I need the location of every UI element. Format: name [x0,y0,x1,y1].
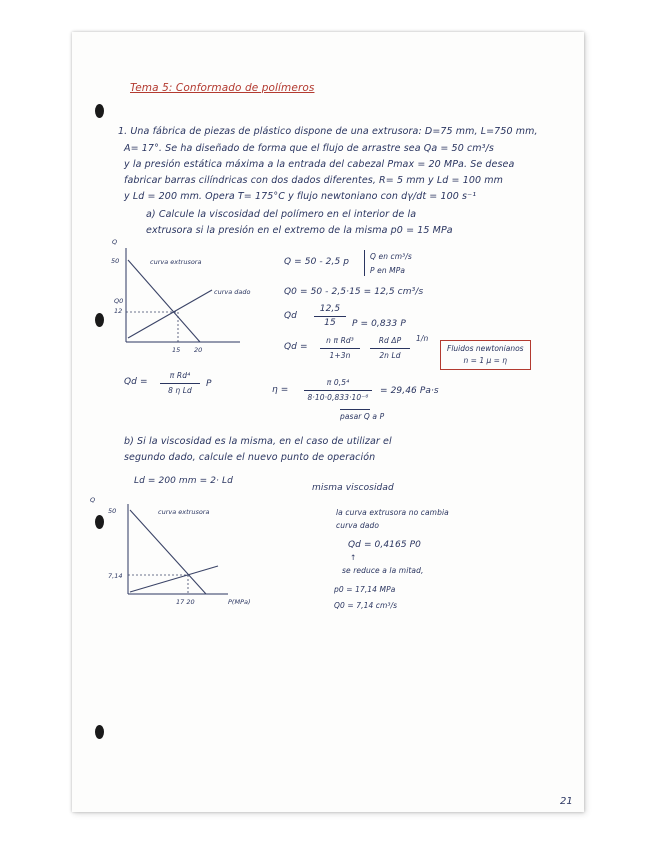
problem-line: fabricar barras cilíndricas con dos dados diferentes, R= 5 mm y Ld = 100 mm [124,175,503,186]
extruder-curve [128,260,200,342]
note-line: p0 = 17,14 MPa [334,585,396,594]
note-line: curva dado [336,521,380,530]
fraction-bar [160,383,200,384]
problem-line: y la presión estática máxima a la entrada del cabezal Pmax = 20 MPa. Se desea [124,159,515,170]
fraction-bar [314,316,346,317]
y-tick-q0: Q0 [114,297,124,305]
part-a-line: extrusora si la presión en el extremo de la misma p0 = 15 MPa [146,225,453,236]
flow-f2-num: Rd ΔP [378,336,402,345]
label-curve-dado: curva dado [214,288,251,296]
equation-q: Q = 50 - 2,5 p [284,257,350,267]
x-axis-label: P(MPa) [228,598,251,606]
problem-line: 1. Una fábrica de piezas de plástico dispone de una extrusora: D=75 mm, L=750 mm, [118,126,538,137]
note-line: ↑ [350,553,357,562]
newtonian-rhs: P [206,379,212,389]
underline [340,409,370,410]
part-a-line: a) Calcule la viscosidad del polímero en el interior de la [146,209,417,220]
binder-hole [95,104,104,118]
problem-line: A= 17°. Se ha diseñado de forma que el flujo de arrastre sea Qa = 50 cm³/s [124,143,494,154]
note-line: Q0 = 7,14 cm³/s [334,601,398,610]
die-curve [128,290,212,338]
part-b-line: segundo dado, calcule el nuevo punto de operación [124,452,376,463]
operating-point-graph-2 [88,496,268,608]
y-tick-50: 50 [108,507,117,515]
fraction-bar [304,390,372,391]
units-p: P en MPa [370,266,406,275]
flow-f1-den: 1+3n [329,351,351,360]
equation-ld: Ld = 200 mm = 2· Ld [134,476,233,486]
equation-q0: Q0 = 50 - 2,5·15 = 12,5 cm³/s [284,287,424,297]
fraction-bar [370,348,410,349]
frac-num: 12,5 [319,304,341,314]
equation-ld-note: misma viscosidad [312,483,394,493]
eta-den: 8·10·0,833·10⁻⁶ [307,393,369,402]
flow-exponent: 1/n [416,334,429,343]
x-tick-20: 20 [194,346,203,354]
note-line: la curva extrusora no cambia [336,508,449,517]
label-curve-extrusora: curva extrusora [158,508,210,516]
equation-qd-newtonian-lhs: Qd = [124,377,148,387]
equation-eta-lhs: η = [272,385,289,395]
die-curve [130,566,218,592]
newtonian-box [440,340,531,370]
eta-result: = 29,46 Pa·s [380,386,439,396]
eta-num: π 0,5⁴ [326,378,350,387]
equation-qd-rhs: P = 0,833 P [352,319,406,329]
y-tick-12: 12 [114,307,123,315]
box-line: n = 1 μ = η [463,356,508,365]
brace-line [364,250,365,276]
part-b-line: b) Si la viscosidad es la misma, en el caso de utilizar el [124,436,392,447]
eta-note: pasar Q a P [340,412,385,421]
x-tick-15: 15 [172,346,181,354]
operating-point-graph-1 [110,238,250,368]
page-number: 21 [560,796,573,807]
frac-den: 15 [324,318,336,328]
y-axis-label: Q [112,238,118,246]
note-line: Qd = 0,4165 P0 [348,540,421,550]
problem-line: y Ld = 200 mm. Opera T= 175°C y flujo newtoniano con dγ/dt = 100 s⁻¹ [124,191,477,202]
y-tick-714: 7,14 [108,572,123,580]
equation-qd-lhs: Qd [284,311,297,321]
binder-hole [95,725,104,739]
box-line: Fluidos newtonianos [447,344,524,353]
y-axis-label: Q [90,496,96,504]
fraction-bar [320,348,360,349]
note-line: se reduce a la mitad, [342,566,424,575]
equation-flow-lhs: Qd = [284,342,308,352]
page-title: Tema 5: Conformado de polímeros [130,82,315,94]
binder-hole [95,313,104,327]
extruder-curve [130,510,206,594]
units-q: Q en cm³/s [370,252,412,261]
y-tick-50: 50 [111,257,120,265]
newtonian-den: 8 η Ld [168,386,192,395]
flow-f2-den: 2n Ld [379,351,401,360]
newtonian-num: π Rd⁴ [169,371,191,380]
x-ticks: 17 20 [176,598,195,606]
flow-f1-num: n π Rd³ [326,336,354,345]
label-curve-extrusora: curva extrusora [150,258,202,266]
